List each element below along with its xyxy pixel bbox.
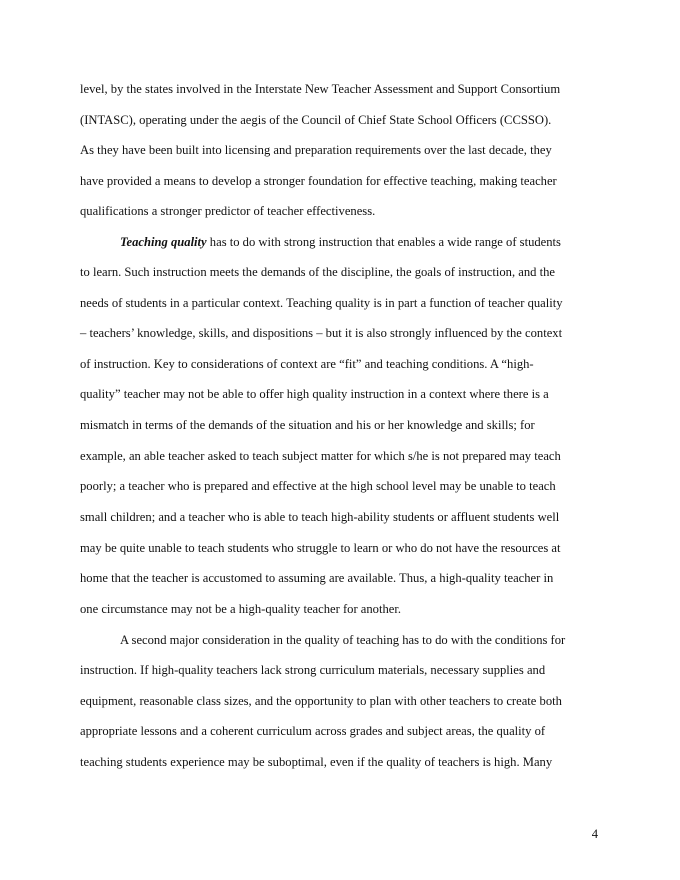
paragraph-2-line-8: example, an able teacher asked to teach subject matter for which s/he is not prepared may teach [80, 449, 561, 463]
paragraph-2-line-7: mismatch in terms of the demands of the situation and his or her knowledge and skills; for [80, 418, 535, 432]
paragraph-3-line-1: A second major consideration in the quality of teaching has to do with the conditions for [120, 633, 566, 647]
paragraph-1-line-1: level, by the states involved in the Interstate New Teacher Assessment and Support Consortium [80, 82, 561, 96]
paragraph-1-line-3: As they have been built into licensing and preparation requirements over the last decade, they [80, 143, 552, 157]
paragraph-2-line-6: quality” teacher may not be able to offer high quality instruction in a context where there is a [80, 387, 549, 401]
paragraph-2-line-1-text: has to do with strong instruction that enables a wide range of students [206, 235, 561, 249]
paragraph-3-line-5: teaching students experience may be suboptimal, even if the quality of teachers is high. Many [80, 755, 553, 769]
paragraph-2-line-9: poorly; a teacher who is prepared and effective at the high school level may be unable to teach [80, 479, 556, 493]
paragraph-1-line-4: have provided a means to develop a stronger foundation for effective teaching, making teacher [80, 174, 557, 188]
paragraph-2-line-12: home that the teacher is accustomed to assuming are available. Thus, a high-quality teacher in [80, 571, 554, 585]
paragraph-2-line-10: small children; and a teacher who is able to teach high-ability students or affluent students well [80, 510, 560, 524]
paragraph-2-line-1 [120, 234, 561, 250]
paragraph-2-line-5: of instruction. Key to considerations of context are “fit” and teaching conditions. A “high- [80, 357, 534, 371]
paragraph-3-line-2: instruction. If high-quality teachers lack strong curriculum materials, necessary supplies and [80, 663, 546, 677]
defined-term: Teaching quality [120, 235, 207, 249]
paragraph-3-line-3: equipment, reasonable class sizes, and the opportunity to plan with other teachers to create both [80, 694, 562, 708]
paragraph-2-line-13: one circumstance may not be a high-quality teacher for another. [80, 602, 402, 616]
page-number: 4 [591, 827, 598, 841]
paragraph-2-line-2: to learn. Such instruction meets the demands of the discipline, the goals of instruction, and the [80, 265, 555, 279]
paragraph-3-line-4: appropriate lessons and a coherent curriculum across grades and subject areas, the quality of [80, 724, 546, 738]
paragraph-2-line-11: may be quite unable to teach students who struggle to learn or who do not have the resources at [80, 541, 561, 555]
paragraph-1-line-5: qualifications a stronger predictor of teacher effectiveness. [80, 204, 376, 218]
paragraph-2-line-3: needs of students in a particular context. Teaching quality is in part a function of teacher quality [80, 296, 563, 310]
paragraph-2-line-4: – teachers’ knowledge, skills, and dispositions – but it is also strongly influenced by the context [80, 326, 563, 340]
paragraph-1-line-2: (INTASC), operating under the aegis of the Council of Chief State School Officers (CCSSO). [80, 113, 552, 127]
